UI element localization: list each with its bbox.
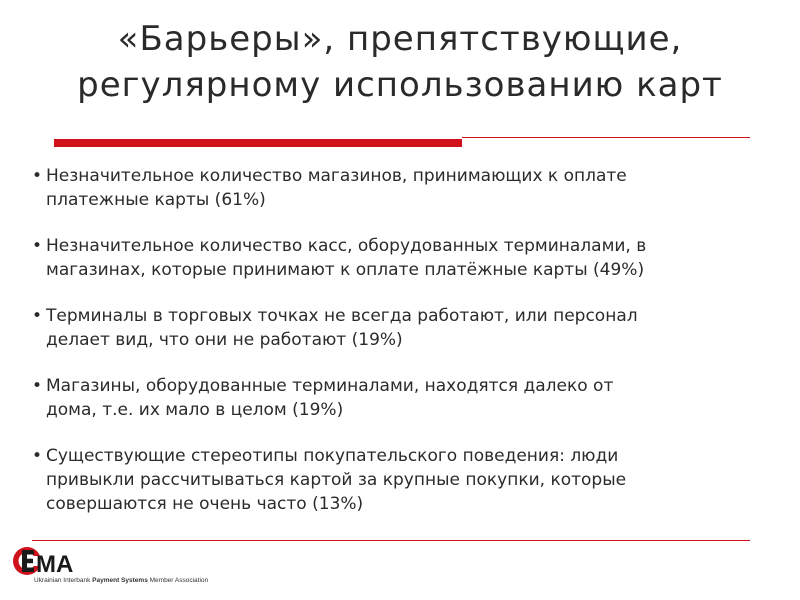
title-divider-line bbox=[462, 137, 750, 138]
bullet-list bbox=[32, 164, 762, 516]
title-accent-bar bbox=[54, 139, 462, 147]
bullet-text-line: магазинах, которые принимают к оплате платёжные карты (49%) bbox=[46, 260, 645, 280]
title-line-2: регулярному использованию карт bbox=[77, 65, 723, 105]
bullet-text-line: делает вид, что они не работают (19%) bbox=[46, 330, 403, 350]
bullet-text-line: Терминалы в торговых точках не всегда работают, или персонал bbox=[46, 306, 638, 326]
title-line-1: «Барьеры», препятствующие, bbox=[117, 19, 683, 59]
bullet-dot-icon: • bbox=[32, 166, 43, 186]
logo-caption: Ukrainian Interbank Payment Systems Member Association bbox=[34, 577, 209, 584]
bullet-text-line: Магазины, оборудованные терминалами, находятся далеко от bbox=[46, 376, 614, 396]
bullet-dot-icon: • bbox=[32, 446, 43, 466]
bullet-item bbox=[32, 164, 762, 212]
bullet-item bbox=[32, 444, 762, 516]
bullet-item bbox=[32, 234, 762, 282]
bullet-text-line: Незначительное количество магазинов, принимающих к оплате bbox=[46, 166, 627, 186]
bullet-item bbox=[32, 304, 762, 352]
bullet-text-line: совершаются не очень часто (13%) bbox=[46, 494, 364, 514]
ema-logo bbox=[12, 544, 272, 588]
logo-letters: MA bbox=[36, 551, 74, 578]
bullet-item bbox=[32, 374, 762, 422]
bullet-text-line: Существующие стереотипы покупательского поведения: люди bbox=[46, 446, 619, 466]
bullet-dot-icon: • bbox=[32, 306, 43, 326]
slide-title bbox=[0, 16, 800, 108]
ema-logo-icon bbox=[12, 544, 102, 578]
bullet-dot-icon: • bbox=[32, 236, 43, 256]
bullet-text-line: привыкли рассчитываться картой за крупные покупки, которые bbox=[46, 470, 627, 490]
footer-divider-line bbox=[32, 540, 750, 541]
bullet-text-line: Незначительное количество касс, оборудованных терминалами, в bbox=[46, 236, 647, 256]
bullet-text-line: платежные карты (61%) bbox=[46, 190, 266, 210]
bullet-text-line: дома, т.е. их мало в целом (19%) bbox=[46, 400, 344, 420]
bullet-dot-icon: • bbox=[32, 376, 43, 396]
